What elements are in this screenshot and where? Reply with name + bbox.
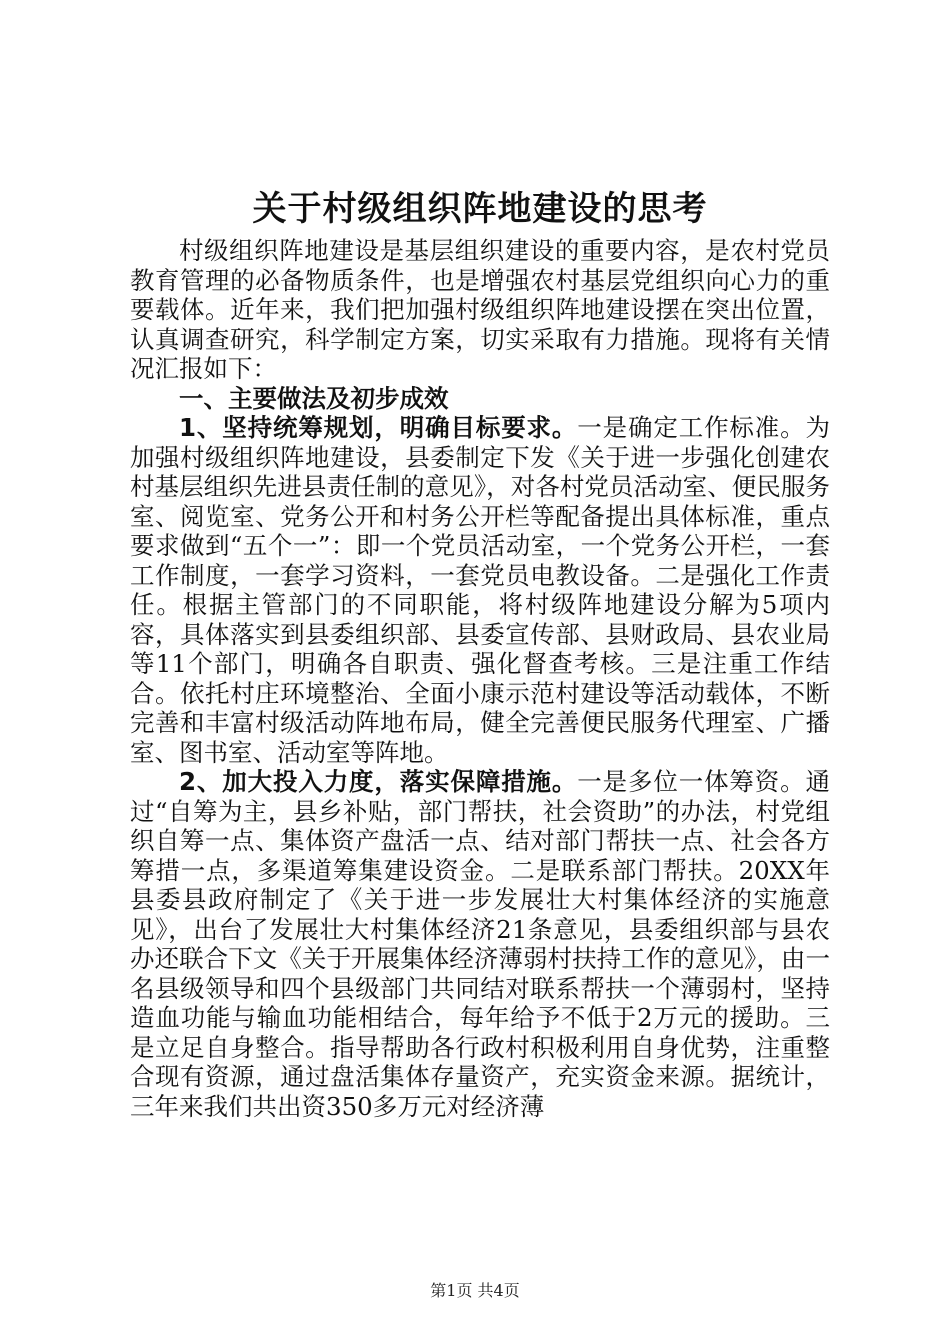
page-footer: 第1页 共4页 bbox=[430, 1281, 520, 1300]
item2-lead: 2、加大投入力度，落实保障措施。 bbox=[179, 767, 578, 796]
item1-text: 一是确定工作标准。为加强村级组织阵地建设，县委制定下发《关于进一步强化创建农村基层组织先进县责任制的意见》，对各村党员活动室、便民服务室、阅览室、党务公开和村务公开栏等配备提出具体标准，重点要求做到“五个一”：即一个党员活动室，一个党务公开栏，一套工作制度，一套学习资料，一套党员电教设备。二是强化工作责任。根据主管部门的不同职能，将村级阵地建设分解为5项内容，具体落实到县委组织部、县委宣传部、县财政局、县农业局等11个部门，明确各自职责、强化督查考核。三是注重工作结合。依托村庄环境整治、全面小康示范村建设等活动载体，不断完善和丰富村级活动阵地布局，健全完善便民服务代理室、广播室、图书室、活动室等阵地。 bbox=[130, 413, 831, 767]
document-title: 关于村级组织阵地建设的思考 bbox=[252, 189, 708, 229]
intro-paragraph: 村级组织阵地建设是基层组织建设的重要内容，是农村党员教育管理的必备物质条件，也是增强农村基层党组织向心力的重要载体。近年来，我们把加强村级组织阵地建设摆在突出位置，认真调查研究，科学制定方案，切实采取有力措施。现将有关情况汇报如下： bbox=[130, 236, 830, 383]
document-body bbox=[130, 236, 830, 1121]
item2-text: 一是多位一体筹资。通过“自筹为主，县乡补贴，部门帮扶，社会资助”的办法，村党组织自筹一点、集体资产盘活一点、结对部门帮扶一点、社会各方筹措一点，多渠道筹集建设资金。二是联系部门帮扶。20XX年县委县政府制定了《关于进一步发展壮大村集体经济的实施意见》，出台了发展壮大村集体经济21条意见，县委组织部与县农办还联合下文《关于开展集体经济薄弱村扶持工作的意见》，由一名县级领导和四个县级部门共同结对联系帮扶一个薄弱村，坚持造血功能与输血功能相结合，每年给予不低于2万元的援助。三是立足自身整合。指导帮助各行政村积极利用自身优势，注重整合现有资源，通过盘活集体存量资产，充实资金来源。据统计，三年来我们共出资350多万元对经济薄 bbox=[130, 767, 831, 1121]
section-heading: 一、主要做法及初步成效 bbox=[179, 383, 449, 413]
item2-paragraph bbox=[130, 767, 830, 1121]
item1-paragraph bbox=[130, 413, 830, 767]
item1-lead: 1、坚持统筹规划，明确目标要求。 bbox=[179, 413, 578, 442]
